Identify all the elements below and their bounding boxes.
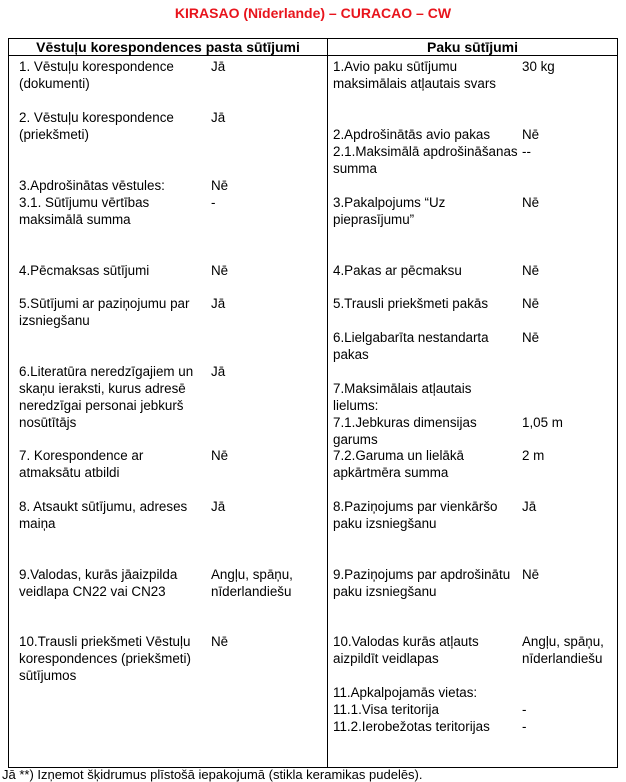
left-row-1-label: 1. Vēstuļu korespondence (dokumenti) — [19, 59, 174, 91]
right-row-6-value: Nē — [522, 330, 540, 345]
left-row-6-value: Jā — [211, 364, 226, 379]
right-row-2-value: Nē -- — [522, 127, 540, 159]
left-row-2-value: Jā — [211, 110, 226, 125]
header-letter-mail: Vēstuļu korespondences pasta sūtījumi — [9, 39, 327, 56]
left-row-1-value: Jā — [211, 59, 226, 74]
right-row-1-label: 1.Avio paku sūtījumu maksimālais atļautais svars — [333, 59, 496, 91]
left-row-6-label: 6.Literatūra neredzīgajiem un skaņu ieraksti, kurus adresē neredzīgai personai jebkurš nosūtītājs — [19, 364, 194, 430]
left-row-9-value: Angļu, spāņu, nīderlandiešu — [211, 567, 293, 599]
right-row-3-label: 3.Pakalpojums “Uz pieprasījumu” — [333, 195, 446, 227]
right-row-10-value: Nē — [522, 567, 540, 582]
right-row-1-value: 30 kg — [522, 59, 555, 74]
right-row-7-label: 7.Maksimālais atļautais lielums: 7.1.Jebkuras dimensijas garums — [333, 381, 477, 447]
left-row-10-value: Nē — [211, 634, 229, 649]
right-row-9-label: 8.Paziņojums par vienkāršo paku izsniegšanu — [333, 499, 498, 531]
right-row-7-value: 1,05 m — [522, 415, 563, 430]
left-row-3-label: 3.Apdrošinātas vēstules: 3.1. Sūtījumu vērtības maksimālā summa — [19, 178, 165, 227]
right-row-11-value: Angļu, spāņu, nīderlandiešu — [522, 634, 604, 666]
left-row-8-label: 8. Atsaukt sūtījumu, adreses maiņa — [19, 499, 188, 531]
footnote: Jā **) Izņemot šķidrumus plīstošā iepakojumā (stikla keramikas pudelēs). — [2, 767, 423, 782]
page-title: KIRASAO (Nīderlande) – CURACAO – CW — [174, 5, 452, 21]
right-row-4-value: Nē — [522, 263, 540, 278]
left-row-4-value: Nē — [211, 263, 229, 278]
right-row-11-label: 10.Valodas kurās atļauts aizpildīt veidlapas — [333, 634, 479, 666]
left-row-4-label: 4.Pēcmaksas sūtījumi — [19, 263, 150, 278]
left-row-3-value: Nē - — [211, 178, 229, 210]
column-divider — [327, 39, 328, 767]
right-row-8-label: 7.2.Garuma un lielākā apkārtmēra summa — [333, 448, 465, 480]
left-row-10-label: 10.Trausli priekšmeti Vēstuļu korespondences (priekšmeti) sūtījumos — [19, 634, 191, 683]
left-row-7-value: Nē — [211, 448, 229, 463]
right-row-10-label: 9.Paziņojums par apdrošinātu paku izsniegšanu — [333, 567, 511, 599]
left-row-2-label: 2. Vēstuļu korespondence (priekšmeti) — [19, 110, 174, 142]
right-row-12-value: - - — [522, 702, 527, 734]
left-row-8-value: Jā — [211, 499, 226, 514]
header-parcels: Paku sūtījumi — [328, 39, 617, 56]
right-row-6-label: 6.Lielgabarīta nestandarta pakas — [333, 330, 489, 362]
right-row-2-label: 2.Apdrošinātās avio pakas 2.1.Maksimālā apdrošināšanas summa — [333, 127, 518, 176]
right-row-5-label: 5.Trausli priekšmeti pakās — [333, 296, 489, 311]
right-row-12-label: 11.Apkalpojamās vietas: 11.1.Visa teritorija 11.2.Ierobežotas teritorijas — [333, 685, 490, 734]
left-row-5-label: 5.Sūtījumi ar paziņojumu par izsniegšanu — [19, 296, 190, 328]
right-row-3-value: Nē — [522, 195, 540, 210]
right-row-5-value: Nē — [522, 296, 540, 311]
tariff-table — [8, 38, 618, 768]
left-row-9-label: 9.Valodas, kurās jāaizpilda veidlapa CN22 vai CN23 — [19, 567, 178, 599]
right-row-4-label: 4.Pakas ar pēcmaksu — [333, 263, 462, 278]
right-row-9-value: Jā — [522, 499, 537, 514]
left-row-7-label: 7. Korespondence ar atmaksātu atbildi — [19, 448, 144, 480]
left-row-5-value: Jā — [211, 296, 226, 311]
right-row-8-value: 2 m — [522, 448, 545, 463]
